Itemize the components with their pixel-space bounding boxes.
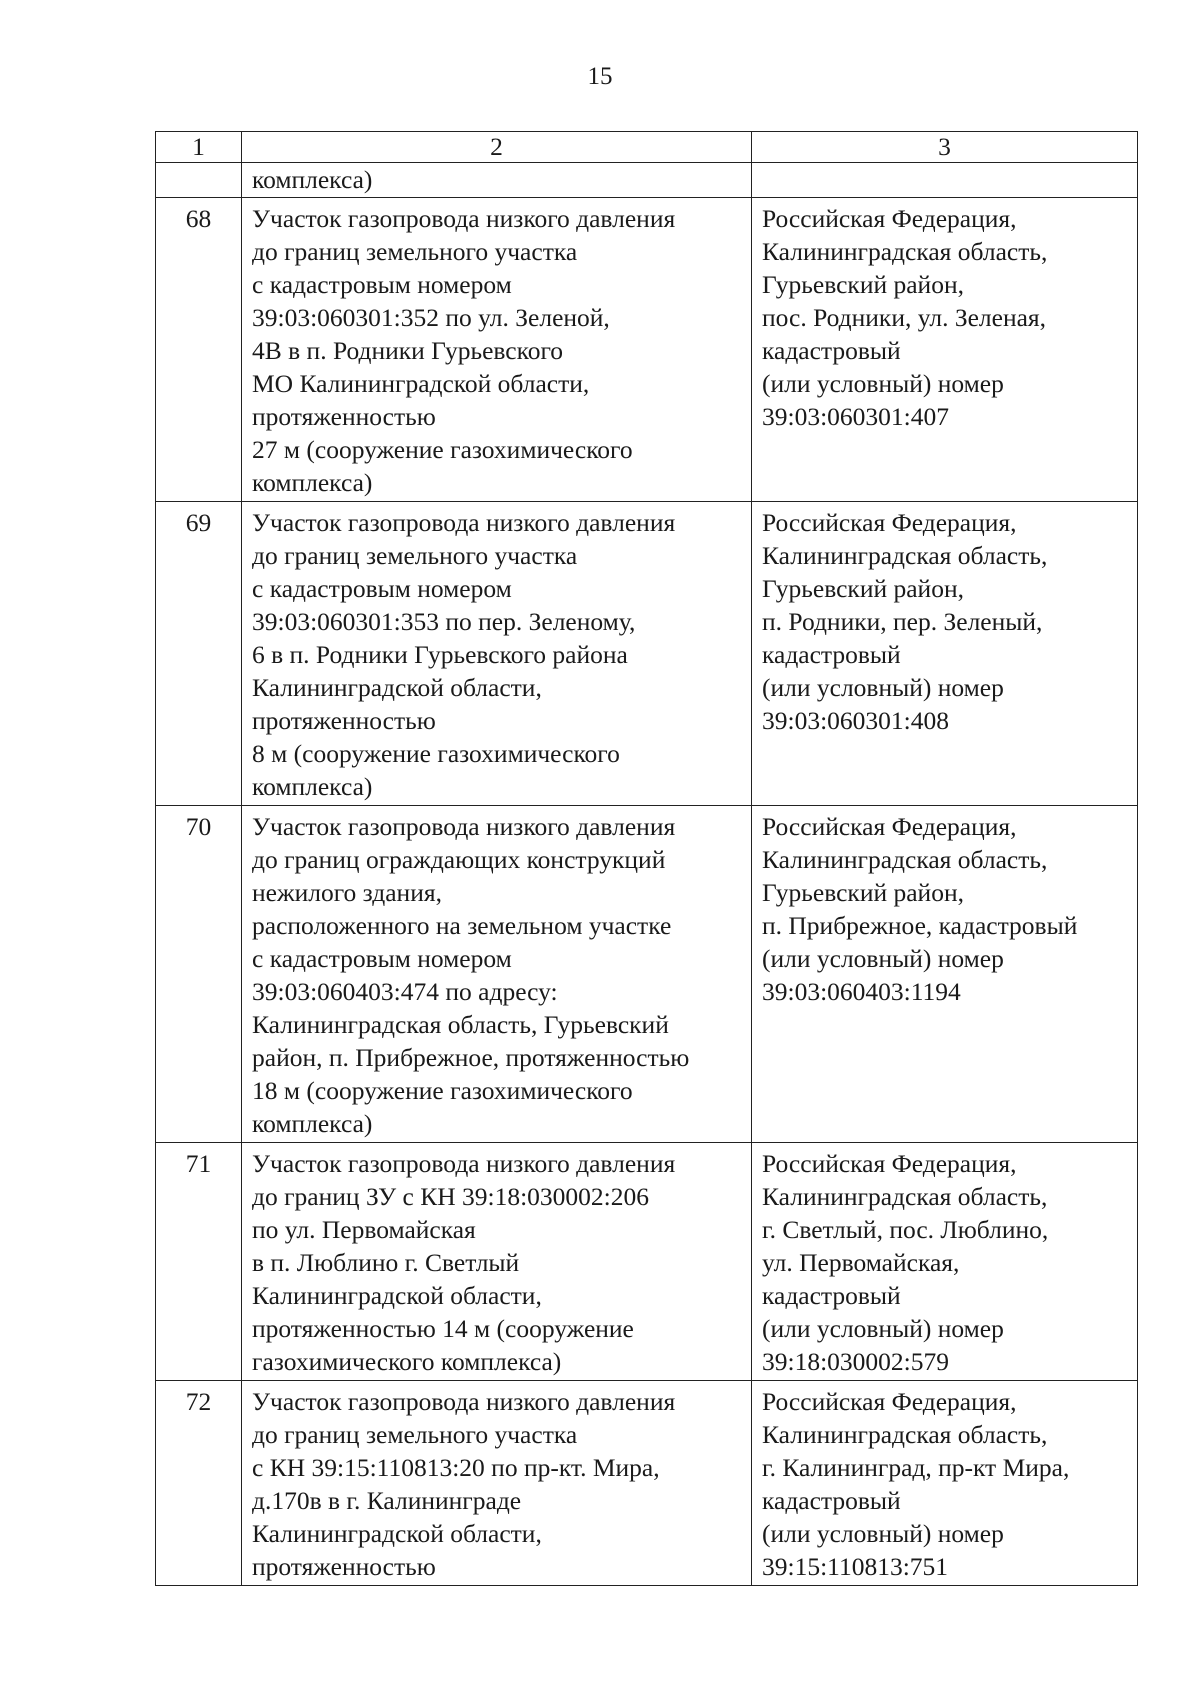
description-line: Участок газопровода низкого давления [252,508,676,537]
description-line: 39:03:060403:474 по адресу: [252,977,558,1006]
table-row [156,198,1138,502]
description-line: протяженностью [252,1552,436,1581]
object-description-cell [242,1381,752,1586]
row-number: 71 [156,1143,242,1381]
object-address-cell [752,1381,1138,1586]
description-line: Калининградской области, [252,1519,542,1548]
description-line: до границ земельного участка [252,541,578,570]
description-line: 4В в п. Родники Гурьевского [252,336,564,365]
description-line: 8 м (сооружение газохимического [252,739,620,768]
registry-table [155,131,1138,1586]
table-header-row [156,132,1138,163]
description-line: до границ земельного участка [252,237,578,266]
description-line: Калининградской области, [252,673,542,702]
description-line: с кадастровым номером [252,270,512,299]
address-line: Калининградская область, [762,237,1048,266]
object-address-cell [752,198,1138,502]
address-line: (или условный) номер [762,944,1004,973]
address-line: (или условный) номер [762,369,1004,398]
description-line: д.170в в г. Калининграде [252,1486,522,1515]
description-line: Участок газопровода низкого давления [252,1387,676,1416]
continuation-row [156,163,1138,198]
description-line: комплекса) [252,468,373,497]
address-line: Гурьевский район, [762,878,964,907]
column-header-description: 2 [242,132,752,163]
description-line: 39:03:060301:353 по пер. Зеленому, [252,607,636,636]
object-description-cell [242,806,752,1143]
address-line: Российская Федерация, [762,812,1017,841]
address-line: Российская Федерация, [762,1149,1017,1178]
address-line: Калининградская область, [762,541,1048,570]
description-line: Участок газопровода низкого давления [252,204,676,233]
object-address-cell [752,1143,1138,1381]
address-line: Российская Федерация, [762,204,1017,233]
address-line: Калининградская область, [762,845,1048,874]
description-line: до границ ЗУ с КН 39:18:030002:206 [252,1182,650,1211]
description-line: по ул. Первомайская [252,1215,476,1244]
address-line: Гурьевский район, [762,574,964,603]
description-line: с КН 39:15:110813:20 по пр-кт. Мира, [252,1453,660,1482]
address-line: п. Родники, пер. Зеленый, [762,607,1043,636]
description-line: Участок газопровода низкого давления [252,1149,676,1178]
address-line: 39:03:060403:1194 [762,977,961,1006]
address-line: (или условный) номер [762,1519,1004,1548]
address-line: Калининградская область, [762,1420,1048,1449]
table-row [156,806,1138,1143]
description-line: район, п. Прибрежное, протяженностью [252,1043,690,1072]
description-line: Калининградская область, Гурьевский [252,1010,669,1039]
row-number: 70 [156,806,242,1143]
address-line: Калининградская область, [762,1182,1048,1211]
object-description-cell [242,502,752,806]
continuation-address-cell [752,163,1138,198]
address-line: 39:03:060301:407 [762,402,950,431]
address-line: кадастровый [762,1281,901,1310]
address-line: Гурьевский район, [762,270,964,299]
description-line: 18 м (сооружение газохимического [252,1076,633,1105]
description-line: с кадастровым номером [252,944,512,973]
column-header-number: 1 [156,132,242,163]
address-line: 39:03:060301:408 [762,706,950,735]
address-line: г. Калининград, пр-кт Мира, [762,1453,1070,1482]
row-number: 69 [156,502,242,806]
address-line: кадастровый [762,640,901,669]
description-line: комплекса) [252,772,373,801]
description-line: 39:03:060301:352 по ул. Зеленой, [252,303,610,332]
table-row [156,502,1138,806]
description-line: МО Калининградской области, [252,369,590,398]
address-line: кадастровый [762,1486,901,1515]
description-line: с кадастровым номером [252,574,512,603]
object-address-cell [752,502,1138,806]
description-line: комплекса) [252,1109,373,1138]
address-line: 39:15:110813:751 [762,1552,949,1581]
page-number: 15 [587,63,613,90]
continuation-description-cell [242,163,752,198]
address-line: (или условный) номер [762,673,1004,702]
object-address-cell [752,806,1138,1143]
description-line: до границ ограждающих конструкций [252,845,666,874]
description-line: Калининградской области, [252,1281,542,1310]
object-description-cell [242,198,752,502]
address-line: г. Светлый, пос. Люблино, [762,1215,1049,1244]
row-number: 68 [156,198,242,502]
address-line: п. Прибрежное, кадастровый [762,911,1078,940]
description-line: газохимического комплекса) [252,1347,562,1376]
description-line: 6 в п. Родники Гурьевского района [252,640,628,669]
address-line: кадастровый [762,336,901,365]
table-row [156,1381,1138,1586]
row-number: 72 [156,1381,242,1586]
column-header-address: 3 [752,132,1138,163]
description-line: протяженностью [252,706,436,735]
address-line: 39:18:030002:579 [762,1347,950,1376]
description-line: до границ земельного участка [252,1420,578,1449]
description-line: нежилого здания, [252,878,442,907]
description-line: комплекса) [252,165,373,194]
address-line: Российская Федерация, [762,508,1017,537]
table-row [156,1143,1138,1381]
description-line: протяженностью [252,402,436,431]
description-line: протяженностью 14 м (сооружение [252,1314,634,1343]
address-line: ул. Первомайская, [762,1248,960,1277]
address-line: (или условный) номер [762,1314,1004,1343]
description-line: в п. Люблино г. Светлый [252,1248,520,1277]
continuation-number-cell [156,163,242,198]
description-line: 27 м (сооружение газохимического [252,435,633,464]
address-line: пос. Родники, ул. Зеленая, [762,303,1047,332]
description-line: Участок газопровода низкого давления [252,812,676,841]
object-description-cell [242,1143,752,1381]
description-line: расположенного на земельном участке [252,911,672,940]
address-line: Российская Федерация, [762,1387,1017,1416]
